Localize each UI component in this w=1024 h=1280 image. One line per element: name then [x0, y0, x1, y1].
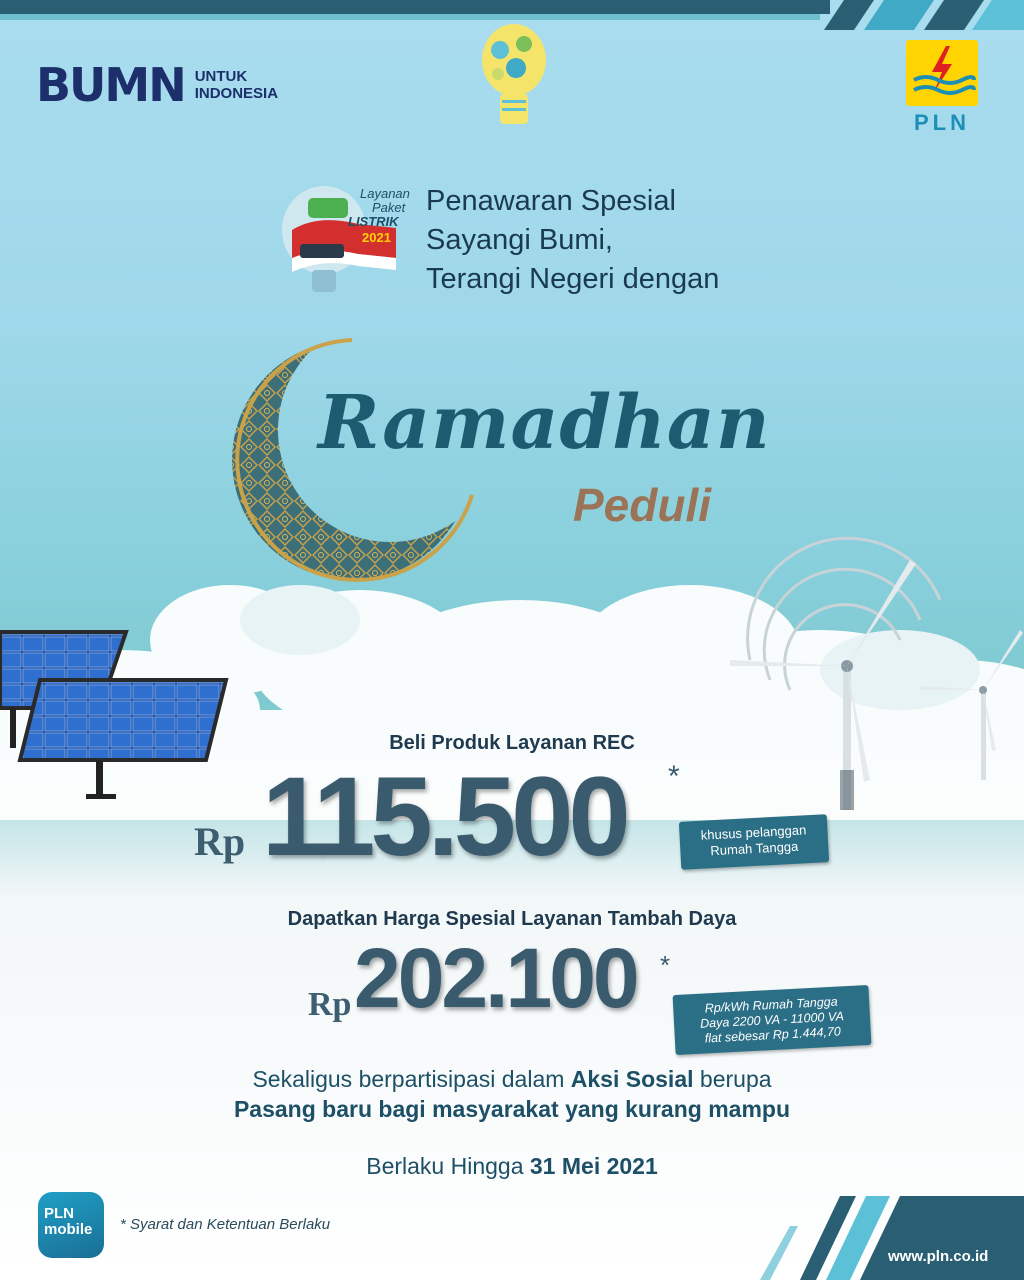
- paket-line2: Paket: [372, 200, 406, 215]
- offer-rec-tag: [679, 814, 829, 870]
- corner-stripes-top: [824, 0, 1024, 30]
- aksi-line1-pre: Sekaligus berpartisipasi dalam: [252, 1066, 571, 1092]
- pln-mobile-line2: mobile: [44, 1221, 93, 1238]
- validity-text: [0, 1153, 1024, 1180]
- validity-pre: Berlaku Hingga: [366, 1153, 530, 1179]
- offer-tambah-daya-currency: Rp: [308, 986, 352, 1023]
- offer-rec-asterisk: *: [668, 760, 680, 793]
- top-stripe: [0, 0, 830, 14]
- pln-mobile-app-icon[interactable]: [38, 1192, 104, 1258]
- bumn-logo: [36, 58, 279, 112]
- paket-line1: Layanan: [360, 186, 410, 201]
- pln-mobile-line1: PLN: [44, 1205, 74, 1222]
- offer-rec-currency: Rp: [194, 819, 246, 864]
- aksi-sosial-line1: [0, 1066, 1024, 1093]
- solar-panel-icon: [0, 620, 240, 810]
- offer-rec-label: Beli Produk Layanan REC: [389, 732, 635, 754]
- offer-rec-tag-line1: khusus pelanggan: [700, 822, 807, 843]
- title-ramadhan: Ramadhan: [318, 380, 771, 466]
- offer-rec-price: 115.500: [262, 754, 626, 879]
- bumn-logo-line2: INDONESIA: [194, 85, 279, 102]
- tagline-line1: Penawaran Spesial: [426, 185, 676, 217]
- lightbulb-icon: [478, 20, 550, 130]
- offer-tambah-daya-tag-line2: Daya 2200 VA - 11000 VA: [699, 1009, 845, 1031]
- offer-tambah-daya-price: 202.100: [354, 931, 637, 1025]
- website-url-link[interactable]: www.pln.co.id: [888, 1248, 989, 1265]
- tagline-line2: Sayangi Bumi,: [426, 224, 613, 256]
- bumn-logo-line1: UNTUK: [194, 68, 248, 85]
- offer-tambah-daya-asterisk: *: [660, 950, 671, 980]
- wind-turbine-icon: [720, 540, 1024, 820]
- paket-line3: LISTRIK: [348, 214, 399, 229]
- tagline: [426, 182, 719, 299]
- offer-tambah-daya-tag-line1: Rp/kWh Rumah Tangga: [704, 994, 838, 1016]
- aksi-line1-post: berupa: [693, 1066, 772, 1092]
- corner-stripes-bottom: [760, 1196, 1024, 1280]
- tagline-line3: Terangi Negeri dengan: [426, 263, 720, 295]
- paket-year: 2021: [362, 230, 391, 245]
- paket-listrik-logo: [278, 184, 410, 300]
- disclaimer-text: * Syarat dan Ketentuan Berlaku: [120, 1216, 331, 1233]
- offer-tambah-daya-tag: [673, 985, 872, 1055]
- offer-tambah-daya-tag-line3: flat sebesar Rp 1.444,70: [704, 1024, 842, 1046]
- aksi-line1-bold: Aksi Sosial: [570, 1066, 694, 1092]
- bumn-logo-text: [195, 68, 278, 102]
- offer-rec-tag-line2: Rumah Tangga: [710, 838, 799, 859]
- title-peduli: Peduli: [573, 479, 712, 531]
- pln-lightning-icon: [906, 40, 978, 106]
- top-stripe-light: [0, 14, 820, 20]
- validity-date: 31 Mei 2021: [529, 1153, 658, 1179]
- aksi-sosial-line2: Pasang baru bagi masyarakat yang kurang mampu: [233, 1096, 791, 1122]
- pln-logo-label: PLN: [914, 110, 970, 135]
- bumn-logo-mark: BUMN: [36, 58, 185, 112]
- pln-logo: [906, 40, 978, 136]
- offer-tambah-daya-label: Dapatkan Harga Spesial Layanan Tambah Daya: [287, 908, 737, 930]
